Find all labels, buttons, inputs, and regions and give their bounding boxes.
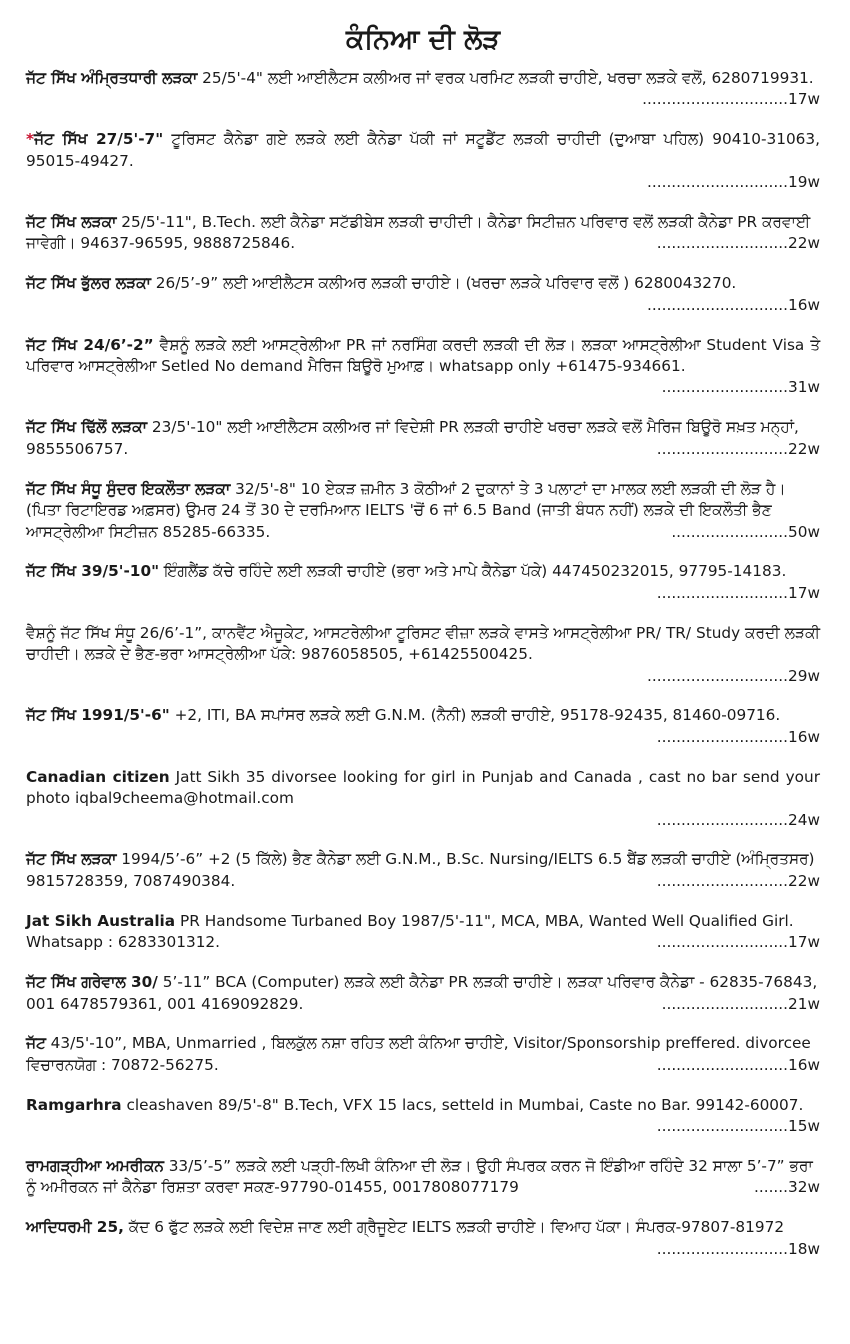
- ad-text: [26, 849, 820, 892]
- ad-code: ...........................18w: [656, 1239, 820, 1258]
- ad-heading: Canadian citizen: [26, 767, 170, 786]
- ad-text: [26, 1095, 820, 1138]
- ad-heading: Jat Sikh Australia: [26, 911, 176, 930]
- ad-heading: ਜੱਟ ਸਿੱਖ 1991/5'-6": [26, 706, 170, 725]
- ad-text: [26, 1217, 820, 1260]
- ads-list: [26, 68, 820, 1260]
- ad-text: [26, 911, 820, 954]
- ad-code: .......32w: [753, 1178, 820, 1197]
- ad-heading: ਜੱਟ: [26, 1034, 46, 1053]
- classified-ad: [26, 1217, 820, 1260]
- ad-body: 5’-11” BCA (Computer) ਲੜਕੇ ਲਈ ਕੈਨੇਡਾ PR ਲੜਕੀ ਚਾਹੀਏ। ਲੜਕਾ ਪਰਿਵਾਰ ਕੈਨੇਡਾ - 62835-76843, 001 6478579361, 001 4169092829.: [26, 973, 818, 1013]
- ad-heading: ਰਾਮਗੜ੍ਹੀਆ ਅਮਰੀਕਨ: [26, 1157, 164, 1176]
- classified-ad: [26, 1095, 820, 1138]
- ad-body: cleashaven 89/5'-8" B.Tech, VFX 15 lacs, setteld in Mumbai, Caste no Bar. 99142-60007.: [121, 1095, 804, 1114]
- ad-text: [26, 561, 820, 604]
- ad-text: [26, 212, 820, 255]
- ad-code: ...........................15w: [656, 1117, 820, 1136]
- ad-code: ..........................31w: [661, 378, 820, 397]
- classified-ad: [26, 273, 820, 316]
- ad-heading: ਜੱਟ ਸਿੱਖ ਭੁੱਲਰ ਲੜਕਾ: [26, 274, 151, 293]
- ad-text: [26, 1033, 820, 1076]
- classified-ad: [26, 972, 820, 1015]
- ad-body: ਵੈਸ਼ਨੂੰ ਲੜਕੇ ਲਈ ਆਸਟ੍ਰੇਲੀਆ PR ਜਾਂ ਨਰਸਿੰਗ ਕਰਦੀ ਲੜਕੀ ਦੀ ਲੋੜ। ਲੜਕਾ ਆਸਟ੍ਰੇਲੀਆ Student Visa ਤੇ ਪਰਿਵਾਰ ਆਸਟ੍ਰੇਲੀਆ Setled No demand ਮੈਰਿਜ ਬਿਊਰੋ ਮੁਆਫ਼। whatsapp only +61475-934661.: [26, 335, 820, 376]
- ad-code: .............................29w: [647, 666, 820, 685]
- ad-heading: ਜੱਟ ਸਿੱਖ 24/6’-2”: [26, 335, 154, 354]
- ad-heading: ਜੱਟ ਸਿੱਖ ਗਰੇਵਾਲ 30/: [26, 973, 158, 992]
- ad-body: ਟੂਰਿਸਟ ਕੈਨੇਡਾ ਗਏ ਲੜਕੇ ਲਈ ਕੈਨੇਡਾ ਪੱਕੀ ਜਾਂ ਸਟੂਡੈਂਟ ਲੜਕੀ ਚਾਹੀਦੀ (ਦੁਆਬਾ ਪਹਿਲ) 90410-31063, 95015-49427.: [26, 130, 821, 170]
- ad-code: .............................16w: [647, 295, 820, 314]
- ad-heading: ਜੱਟ ਸਿੱਖ 39/5'-10": [26, 562, 160, 581]
- ad-code: ...........................16w: [656, 1055, 820, 1074]
- classified-ad: [26, 212, 820, 255]
- ad-heading: ਜੱਟ ਸਿੱਖ ਅੰਮ੍ਰਿਤਧਾਰੀ ਲੜਕਾ: [26, 69, 198, 87]
- ad-text: [26, 417, 820, 460]
- ad-body: +2, ITI, BA ਸਪਾਂਸਰ ਲੜਕੇ ਲਈ G.N.M. (ਨੈਨੀ) ਲੜਕੀ ਚਾਹੀਏ, 95178-92435, 81460-09716.: [169, 706, 781, 725]
- ad-body: 26/5’-9” ਲਈ ਆਈਲੈਟਸ ਕਲੀਅਰ ਲੜਕੀ ਚਾਹੀਏ। (ਖਰਚਾ ਲੜਕੇ ਪਰਿਵਾਰ ਵਲੋਂ ) 6280043270.: [150, 274, 737, 293]
- ad-heading: ਜੱਟ ਸਿੱਖ ਢਿੱਲੋਂ ਲੜਕਾ: [26, 418, 147, 437]
- ad-code: ...........................17w: [656, 933, 820, 952]
- classified-ad: [26, 1156, 820, 1199]
- ad-mark: *: [26, 130, 34, 149]
- ad-text: [26, 335, 820, 378]
- classified-ad: [26, 129, 820, 193]
- ad-text: [26, 767, 820, 810]
- ad-code: ..............................17w: [642, 90, 820, 109]
- classified-ad: [26, 335, 820, 399]
- ad-heading: ਜੱਟ ਸਿੱਖ ਲੜਕਾ: [26, 213, 117, 232]
- ad-text: [26, 479, 820, 543]
- ad-code: ...........................22w: [656, 234, 820, 253]
- ad-text: [26, 68, 820, 89]
- ad-heading: ਜੱਟ ਸਿੱਖ 27/5'-7": [34, 130, 164, 149]
- classified-ad: [26, 623, 820, 687]
- classified-ad: [26, 705, 820, 748]
- ad-body: PR Handsome Turbaned Boy 1987/5'-11", MCA, MBA, Wanted Well Qualified Girl. Whatsapp : 6283301312.: [26, 911, 794, 952]
- ad-body: ਕੱਦ 6 ਫੁੱਟ ਲੜਕੇ ਲਈ ਵਿਦੇਸ਼ ਜਾਣ ਲਈ ਗ੍ਰੈਜੂਏਟ IELTS ਲੜਕੀ ਚਾਹੀਏ। ਵਿਆਹ ਪੱਕਾ। ਸੰਪਰਕ-97807-81972: [123, 1218, 785, 1237]
- ad-text: [26, 972, 820, 1015]
- ad-body: 25/5'-4" ਲਈ ਆਈਲੈਟਸ ਕਲੀਅਰ ਜਾਂ ਵਰਕ ਪਰਮਿਟ ਲੜਕੀ ਚਾਹੀਏ, ਖਰਚਾ ਲੜਕੇ ਵਲੋਂ, 6280719931.: [197, 69, 814, 87]
- ad-text: [26, 273, 820, 294]
- ad-code: ...........................22w: [656, 439, 820, 458]
- ad-code: ..........................21w: [661, 994, 820, 1013]
- ad-text: [26, 623, 820, 666]
- ad-code: ...........................17w: [656, 583, 820, 602]
- ad-text: [26, 1156, 820, 1199]
- ad-text: [26, 129, 820, 172]
- ad-code: ...........................22w: [656, 871, 820, 890]
- ad-body: ਵੈਸ਼ਨੂੰ ਜੱਟ ਸਿੱਖ ਸੰਧੂ 26/6’-1”, ਕਾਨਵੈਂਟ ਐਜੂਕੇਟ, ਆਸਟਰੇਲੀਆ ਟੂਰਿਸਟ ਵੀਜ਼ਾ ਲੜਕੇ ਵਾਸਤੇ ਆਸਟ੍ਰੇਲੀਆ PR/ TR/ Study ਕਰਦੀ ਲੜਕੀ ਚਾਹੀਦੀ। ਲੜਕੇ ਦੇ ਭੈਣ-ਭਰਾ ਆਸਟ੍ਰੇਲੀਆ ਪੱਕੇ: 9876058505, +61425500425.: [26, 623, 820, 664]
- ad-body: 1994/5’-6” +2 (5 ਕਿੱਲੇ) ਭੈਣ ਕੈਨੇਡਾ ਲਈ G.N.M., B.Sc. Nursing/IELTS 6.5 ਬੈਂਡ ਲੜਕੀ ਚਾਹੀਏ (ਅੰਮ੍ਰਿਤਸਰ) 9815728359, 7087490384.: [26, 850, 815, 890]
- page-title: ਕੰਨਿਆ ਦੀ ਲੋੜ: [345, 24, 501, 55]
- ad-body: Jatt Sikh 35 divorsee looking for girl in Punjab and Canada , cast no bar send your photo iqbal9cheema@hotmail.com: [26, 767, 820, 808]
- ad-body: 32/5'-8" 10 ਏਕੜ ਜ਼ਮੀਨ 3 ਕੋਠੀਆਂ 2 ਦੁਕਾਨਾਂ ਤੇ 3 ਪਲਾਟਾਂ ਦਾ ਮਾਲਕ ਲਈ ਲੜਕੀ ਦੀ ਲੋੜ ਹੈ। (ਪਿਤਾ ਰਿਟਾਇਰਡ ਅਫ਼ਸਰ) ਉਮਰ 24 ਤੋਂ 30 ਦੇ ਦਰਮਿਆਨ IELTS 'ਚੋਂ 6 ਜਾਂ 6.5 Band (ਜਾਤੀ ਬੰਧਨ ਨਹੀਂ) ਲੜਕੇ ਦੀ ਇਕਲੌਤੀ ਭੈਣ ਆਸਟ੍ਰੇਲੀਆ ਸਿਟੀਜ਼ਨ 85285-66335.: [26, 479, 786, 541]
- ad-heading: ਆਦਿਧਰਮੀ 25,: [26, 1218, 124, 1237]
- ad-body: 33/5’-5” ਲੜਕੇ ਲਈ ਪੜ੍ਹੀ-ਲਿਖੀ ਕੰਨਿਆ ਦੀ ਲੋੜ। ਉਹੀ ਸੰਪਰਕ ਕਰਨ ਜੋ ਇੰਡੀਆ ਰਹਿੰਦੇ 32 ਸਾਲਾ 5’-7” ਭਰਾ ਨੂੰ ਅਮੀਰਕਨ ਜਾਂ ਕੈਨੇਡਾ ਰਿਸ਼ਤਾ ਕਰਵਾ ਸਕਣ-97790-01455, 0017808077179: [26, 1157, 813, 1197]
- classified-ad: [26, 68, 820, 111]
- ad-code: ...........................16w: [656, 727, 820, 746]
- ad-heading: ਜੱਟ ਸਿੱਖ ਲੜਕਾ: [26, 850, 117, 869]
- ad-text: [26, 705, 820, 748]
- ad-code: ........................50w: [671, 522, 820, 541]
- ad-body: 25/5'-11", B.Tech. ਲਈ ਕੈਨੇਡਾ ਸਟੱਡੀਬੇਸ ਲੜਕੀ ਚਾਹੀਦੀ। ਕੈਨੇਡਾ ਸਿਟੀਜ਼ਨ ਪਰਿਵਾਰ ਵਲੋਂ ਲੜਕੀ ਕੈਨੇਡਾ PR ਕਰਵਾਈ ਜਾਵੇਗੀ। 94637-96595, 9888725846.: [26, 213, 811, 253]
- classified-ad: [26, 561, 820, 604]
- classified-ad: [26, 1033, 820, 1076]
- ad-body: ਇੰਗਲੈਂਡ ਕੱਚੇ ਰਹਿੰਦੇ ਲਈ ਲੜਕੀ ਚਾਹੀਏ (ਭਰਾ ਅਤੇ ਮਾਪੇ ਕੈਨੇਡਾ ਪੱਕੇ) 447450232015, 97795-14183.: [159, 562, 787, 581]
- classified-ad: [26, 849, 820, 892]
- classified-ad: [26, 417, 820, 460]
- ad-body: 43/5'-10”, MBA, Unmarried , ਬਿਲਕੁੱਲ ਨਸ਼ਾ ਰਹਿਤ ਲਈ ਕੰਨਿਆ ਚਾਹੀਏ, Visitor/Sponsorship preffered. divorcee ਵਿਚਾਰਨਯੋਗ : 70872-56275.: [26, 1034, 811, 1074]
- classified-ad: [26, 911, 820, 954]
- classified-ad: [26, 767, 820, 831]
- ad-heading: ਜੱਟ ਸਿੱਖ ਸੰਧੂ ਸੁੰਦਰ ਇਕਲੌਤਾ ਲੜਕਾ: [26, 479, 231, 498]
- classified-ad: [26, 479, 820, 543]
- ad-code: .............................19w: [647, 173, 820, 192]
- ad-heading: Ramgarhra: [26, 1095, 122, 1114]
- ad-code: ...........................24w: [656, 810, 820, 829]
- ad-body: 23/5'-10" ਲਈ ਆਈਲੈਟਸ ਕਲੀਅਰ ਜਾਂ ਵਿਦੇਸ਼ੀ PR ਲੜਕੀ ਚਾਹੀਏ ਖਰਚਾ ਲੜਕੇ ਵਲੋਂ ਮੈਰਿਜ ਬਿਊਰੋ ਸਖ਼ਤ ਮਨ੍ਹਾਂ, 9855506757.: [26, 418, 799, 458]
